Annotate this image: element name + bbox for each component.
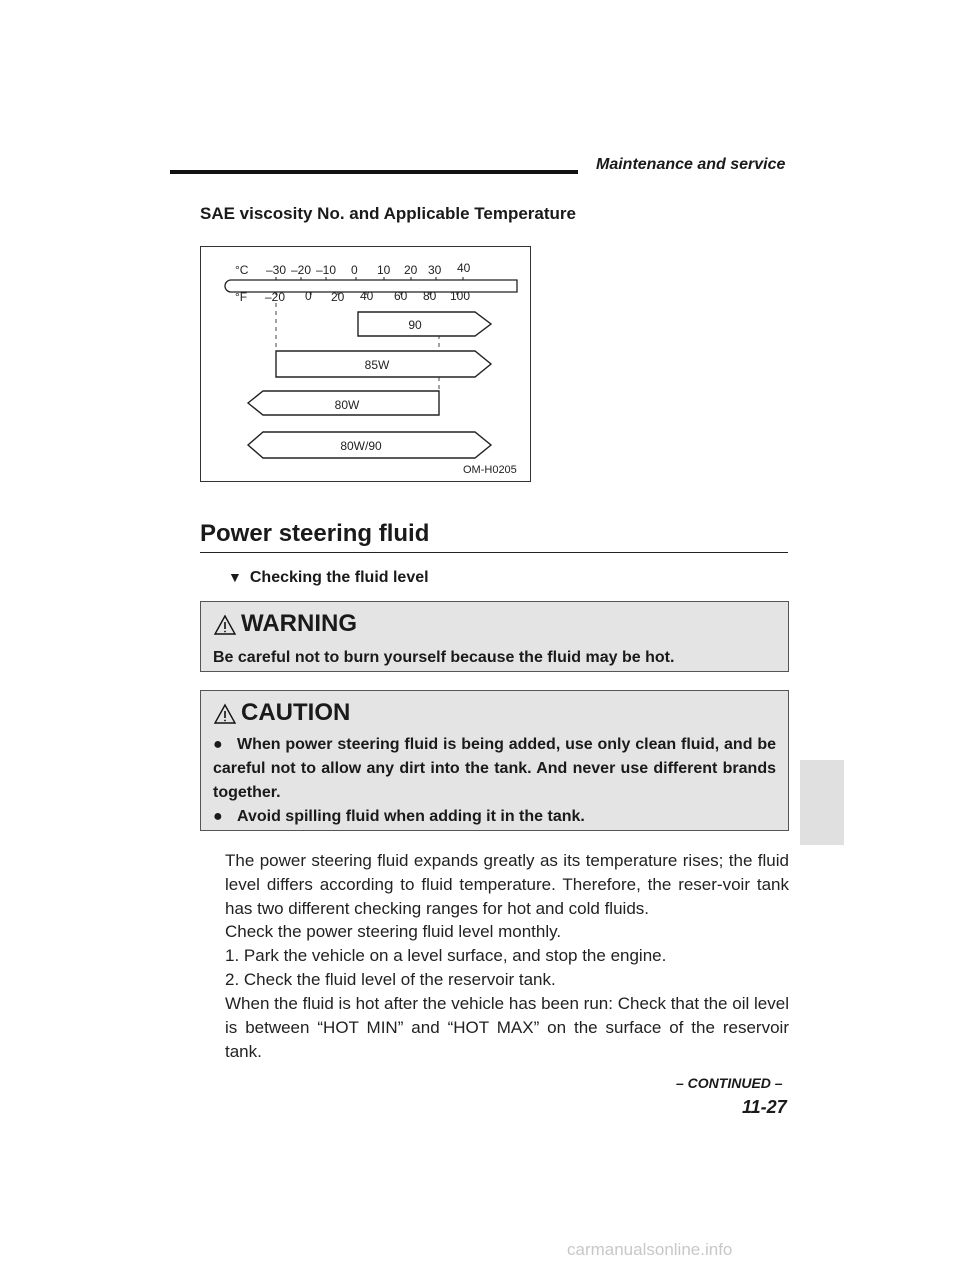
fahrenheit-unit: °F [235, 290, 248, 304]
procedure-block [225, 920, 789, 1064]
grade-80w-label: 80W [334, 398, 360, 412]
celsius-tick: 20 [404, 263, 418, 277]
caution-item: ● When power steering fluid is being added, use only clean fluid, and be careful not to allow any dirt into the tank. And never use different brands together. [213, 733, 776, 805]
celsius-tick: –10 [316, 263, 337, 277]
warning-triangle-icon [213, 614, 237, 636]
triangle-marker-icon: ▼ [228, 569, 242, 585]
fahrenheit-tick: 20 [331, 290, 345, 304]
bullet-icon: ● [213, 736, 223, 753]
fahrenheit-tick: 60 [394, 289, 408, 303]
fahrenheit-tick: 40 [360, 289, 374, 303]
warning-title: WARNING [241, 610, 357, 637]
header-rule [170, 170, 578, 174]
celsius-tick: 10 [377, 263, 391, 277]
watermark: carmanualsonline.info [567, 1240, 733, 1259]
grade-85w-label: 85W [364, 358, 390, 372]
procedure-step: 1. Park the vehicle on a level surface, and stop the engine. [225, 946, 667, 965]
caution-item: ● Avoid spilling fluid when adding it in the tank. [213, 805, 776, 829]
celsius-tick: 40 [457, 261, 471, 275]
figure-code: OM-H0205 [463, 464, 517, 476]
celsius-tick: 30 [428, 263, 442, 277]
body-paragraph: The power steering fluid expands greatly as its temperature rises; the fluid level differs according to fluid temperature. Therefore, the reser-voir tank has two different checking ranges for hot and cold fluids. [225, 851, 789, 918]
grade-80w90-label: 80W/90 [340, 439, 382, 453]
fahrenheit-tick: 0 [305, 289, 312, 303]
procedure-intro: Check the power steering fluid level monthly. [225, 922, 562, 941]
caution-box [200, 690, 789, 831]
bullet-icon: ● [213, 808, 223, 825]
celsius-unit: °C [235, 263, 249, 277]
fahrenheit-tick: –20 [265, 290, 286, 304]
caution-triangle-icon [213, 703, 237, 725]
figure-title: SAE viscosity No. and Applicable Temperature [200, 204, 576, 223]
page-number: 11-27 [742, 1097, 787, 1117]
grade-90-label: 90 [408, 318, 422, 332]
continued-label: – CONTINUED – [676, 1075, 783, 1091]
subheading [228, 569, 429, 587]
caution-title: CAUTION [241, 699, 351, 726]
header-title: Maintenance and service [596, 156, 786, 173]
section-rule [200, 552, 788, 553]
body-paragraph: When the fluid is hot after the vehicle has been run: Check that the oil level is between “HOT MIN” and “HOT MAX” on the surface of the reservoir tank. [225, 994, 789, 1061]
chapter-tab [800, 760, 844, 845]
grade-90-bar [358, 312, 491, 336]
subheading-text: Checking the fluid level [249, 569, 429, 586]
fahrenheit-tick: 100 [450, 289, 471, 303]
celsius-tick: –20 [291, 263, 312, 277]
warning-text: Be careful not to burn yourself because the fluid may be hot. [213, 649, 675, 666]
section-title: Power steering fluid [200, 520, 430, 547]
viscosity-figure [200, 246, 531, 482]
celsius-tick: 0 [351, 263, 358, 277]
fahrenheit-tick: 80 [423, 289, 437, 303]
warning-box [200, 601, 789, 672]
procedure-step: 2. Check the fluid level of the reservoir tank. [225, 970, 556, 989]
celsius-tick: –30 [266, 263, 287, 277]
viscosity-diagram [201, 247, 530, 481]
